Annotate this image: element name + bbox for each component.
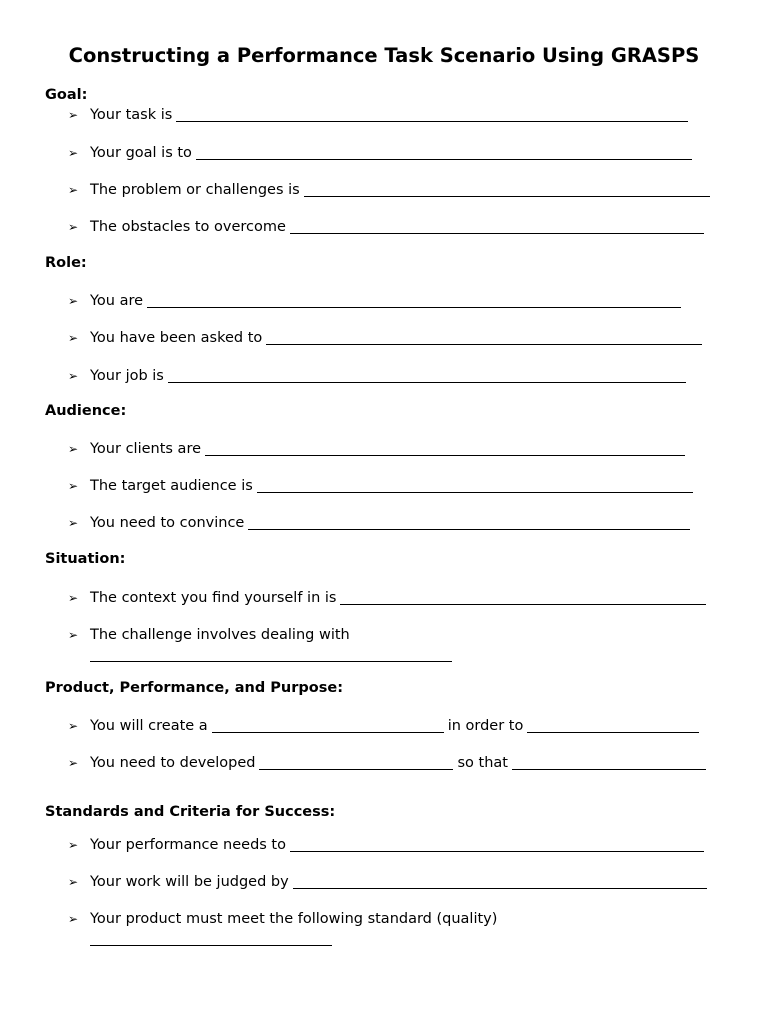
answer-blank[interactable] [290,837,704,852]
bullet-arrow-icon: ➢ [68,442,79,456]
item-label: You are [90,293,144,309]
standards-item-quality [68,908,497,928]
item-label: You need to convince [90,515,245,531]
bullet-arrow-icon: ➢ [68,912,79,926]
answer-blank[interactable] [266,330,702,345]
answer-blank[interactable] [168,368,686,383]
answer-blank[interactable] [512,755,706,770]
item-label: The problem or challenges is [90,182,300,198]
bullet-arrow-icon: ➢ [68,146,79,160]
answer-blank[interactable] [257,478,693,493]
audience-item-clients [68,438,689,458]
answer-blank[interactable] [196,145,692,160]
role-item-job [68,365,690,385]
item-label: Your clients are [90,441,202,457]
product-item-develop [68,752,710,772]
goal-item-obstacles [68,216,708,236]
goal-item-task [68,104,692,124]
bullet-arrow-icon: ➢ [68,875,79,889]
answer-blank[interactable] [90,944,332,946]
audience-item-convince [68,512,694,532]
bullet-arrow-icon: ➢ [68,591,79,605]
bullet-arrow-icon: ➢ [68,220,79,234]
bullet-arrow-icon: ➢ [68,331,79,345]
item-label: Your product must meet the following standard (quality) [90,911,498,927]
bullet-arrow-icon: ➢ [68,369,79,383]
situation-item-context [68,587,710,607]
answer-blank[interactable] [248,515,690,530]
item-label: Your performance needs to [90,837,286,853]
role-heading: Role: [45,255,87,271]
answer-blank[interactable] [290,219,704,234]
item-label: Your work will be judged by [90,874,289,890]
item-label: Your task is [90,107,173,123]
item-label: The target audience is [90,478,253,494]
item-label: Your goal is to [90,145,192,161]
item-label: You will create a [90,718,208,734]
product-item-create [68,715,703,735]
audience-item-target [68,475,697,495]
bullet-arrow-icon: ➢ [68,479,79,493]
item-label: The obstacles to overcome [90,219,286,235]
answer-blank[interactable] [304,182,710,197]
bullet-arrow-icon: ➢ [68,628,79,642]
goal-item-problem [68,179,714,199]
answer-blank[interactable] [205,441,685,456]
answer-blank[interactable] [259,755,453,770]
bullet-arrow-icon: ➢ [68,183,79,197]
page-title: Constructing a Performance Task Scenario Using GRASPS [68,44,700,67]
goal-heading: Goal: [45,87,88,103]
item-label: The context you find yourself in is [90,590,337,606]
product-heading: Product, Performance, and Purpose: [45,680,344,696]
bullet-arrow-icon: ➢ [68,719,79,733]
bullet-arrow-icon: ➢ [68,516,79,530]
standards-item-performance [68,834,708,854]
answer-blank[interactable] [527,718,699,733]
situation-item-challenge [68,624,350,644]
answer-blank[interactable] [293,874,707,889]
answer-blank[interactable] [147,293,681,308]
answer-blank[interactable] [176,107,688,122]
audience-heading: Audience: [45,403,127,419]
situation-heading: Situation: [45,551,126,567]
answer-blank[interactable] [90,660,452,662]
bullet-arrow-icon: ➢ [68,756,79,770]
item-label: so that [457,755,508,771]
item-label: in order to [447,718,524,734]
answer-blank[interactable] [212,718,444,733]
item-label: You need to developed [90,755,256,771]
standards-item-judged [68,871,711,891]
bullet-arrow-icon: ➢ [68,108,79,122]
bullet-arrow-icon: ➢ [68,838,79,852]
item-label: You have been asked to [90,330,263,346]
item-label: The challenge involves dealing with [90,627,350,643]
standards-heading: Standards and Criteria for Success: [45,804,336,820]
answer-blank[interactable] [340,590,706,605]
role-item-asked-to [68,327,706,347]
bullet-arrow-icon: ➢ [68,294,79,308]
item-label: Your job is [90,368,164,384]
role-item-you-are [68,290,685,310]
goal-item-goal [68,142,696,162]
